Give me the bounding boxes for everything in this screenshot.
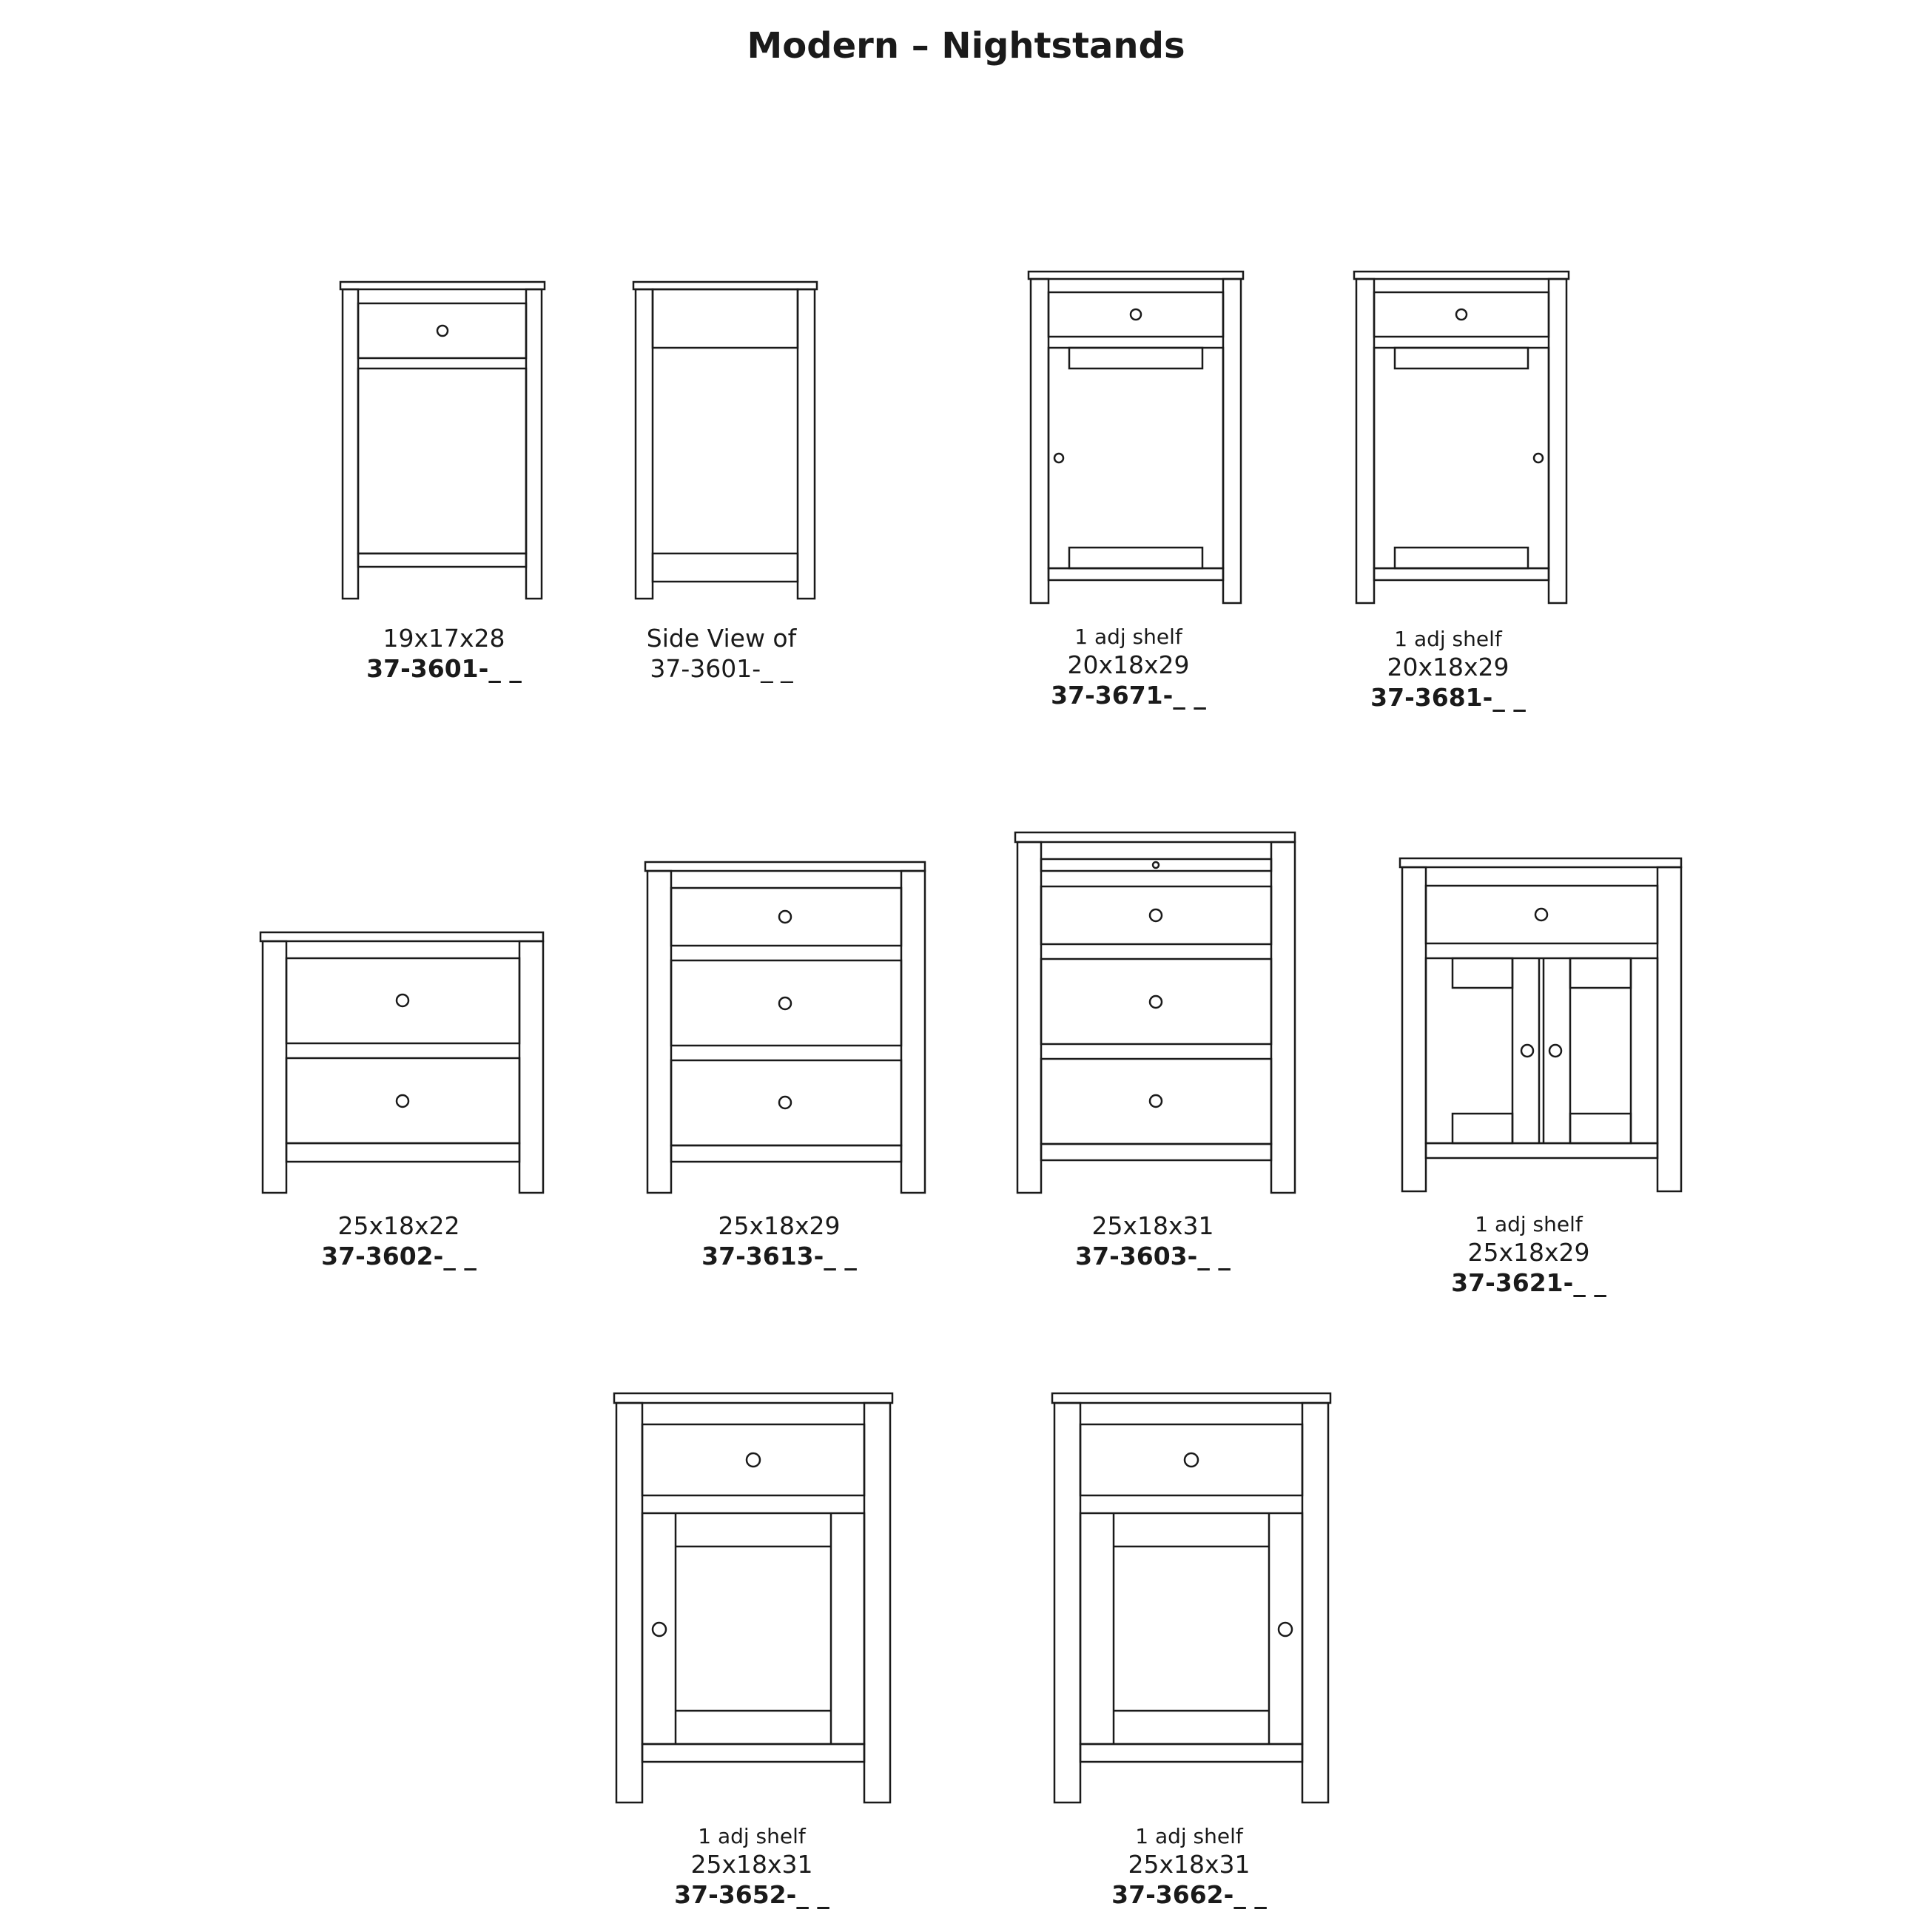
nightstand-drawing-3621 [1400, 858, 1681, 1191]
dimensions-text: 19x17x28 [383, 624, 505, 653]
shelf-note: 1 adj shelf [1394, 627, 1502, 651]
dimensions-text: 25x18x31 [690, 1850, 813, 1879]
dimensions-text: 25x18x29 [718, 1211, 841, 1240]
nightstand-drawing-3652 [614, 1393, 892, 1803]
product-code: 37-3681-_ _ [1370, 683, 1526, 713]
side-view-code: 37-3601-_ _ [650, 654, 793, 684]
caption-3603 [1075, 1211, 1231, 1272]
dimensions-text: 25x18x31 [1128, 1850, 1251, 1879]
shelf-note: 1 adj shelf [698, 1824, 806, 1848]
product-code: 37-3652-_ _ [674, 1880, 829, 1910]
caption-3602 [321, 1211, 477, 1272]
caption-3652 [674, 1823, 829, 1911]
product-code: 37-3601-_ _ [366, 654, 522, 684]
product-code: 37-3621-_ _ [1451, 1268, 1606, 1298]
product-code: 37-3662-_ _ [1111, 1880, 1267, 1910]
page-title: Modern – Nightstands [747, 25, 1185, 67]
product-code: 37-3671-_ _ [1051, 681, 1206, 710]
caption-3662 [1111, 1823, 1267, 1911]
nightstand-drawing-3601-front [340, 282, 545, 599]
dimensions-text: 20x18x29 [1067, 650, 1190, 679]
nightstand-drawing-3602 [260, 932, 543, 1193]
caption-3601 [366, 623, 522, 684]
product-code: 37-3602-_ _ [321, 1242, 477, 1271]
dimensions-text: 25x18x22 [337, 1211, 460, 1240]
side-view-label: Side View of [646, 624, 797, 653]
shelf-note: 1 adj shelf [1074, 625, 1182, 649]
nightstand-drawing-3681 [1354, 272, 1569, 603]
nightstand-drawing-3613 [645, 862, 925, 1193]
product-code: 37-3613-_ _ [701, 1242, 857, 1271]
nightstand-drawing-3601-side [633, 282, 817, 599]
nightstand-drawing-3671 [1029, 272, 1243, 603]
dimensions-text: 20x18x29 [1387, 653, 1509, 681]
dimensions-text: 25x18x31 [1091, 1211, 1214, 1240]
dimensions-text: 25x18x29 [1467, 1238, 1590, 1267]
caption-3681 [1370, 626, 1526, 713]
caption-3613 [701, 1211, 857, 1272]
shelf-note: 1 adj shelf [1135, 1824, 1243, 1848]
shelf-note: 1 adj shelf [1475, 1212, 1583, 1236]
caption-3671 [1051, 624, 1206, 711]
nightstand-drawing-3603 [1015, 832, 1295, 1193]
caption-3621 [1451, 1211, 1606, 1299]
product-code: 37-3603-_ _ [1075, 1242, 1231, 1271]
nightstand-drawing-3662 [1052, 1393, 1330, 1803]
caption-3601-side [647, 623, 796, 684]
